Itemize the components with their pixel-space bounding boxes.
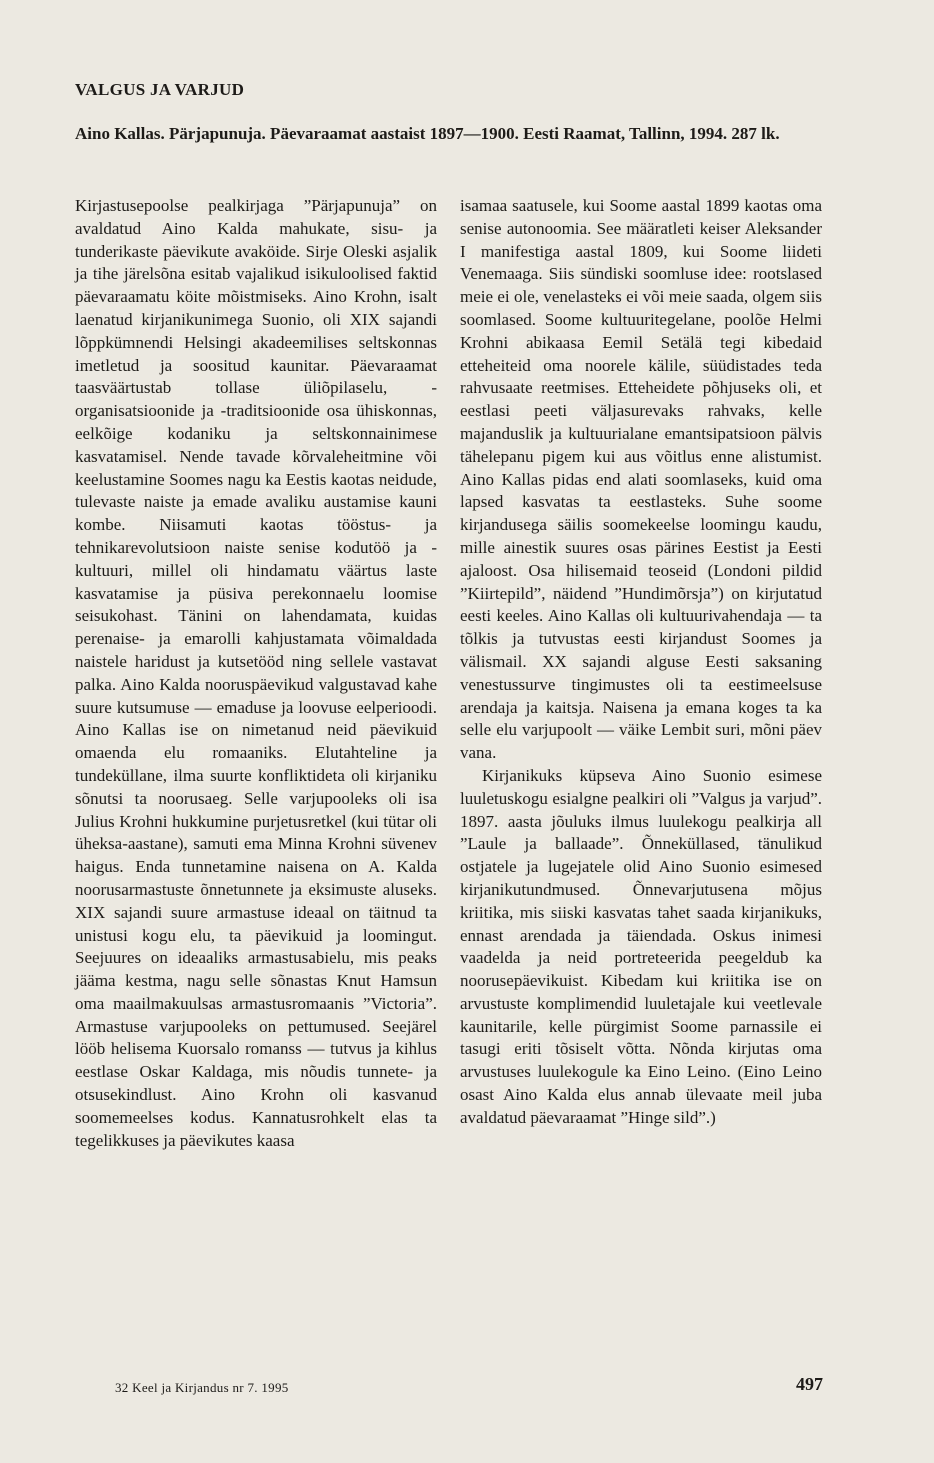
text-column-left — [75, 195, 437, 1152]
book-reference: Aino Kallas. Pärjapunuja. Päevaraamat aastaist 1897—1900. Eesti Raamat, Tallinn, 1994. 287 lk. — [75, 124, 780, 143]
footer-journal-info: 32 Keel ja Kirjandus nr 7. 1995 — [115, 1380, 289, 1395]
section-title: VALGUS JA VARJUD — [75, 80, 245, 99]
paragraph: Kirjastusepoolse pealkirjaga ”Pärjapunuja” on avaldatud Aino Kalda mahukate, sisu- ja tunderikaste päevikute avaköide. Sirje Oleski asjalik ja tihe järelsõna esitab vajalikud isikuloolised faktid päevaraamatu köite mõistmiseks. Aino Krohn, isalt laenatud kirjanikunimega Suonio, oli XIX sajandi lõppkümnendi Helsingi akadeemilises seltskonnas imetletud ja soositud kaunitar. Päevaraamat taasväärtustab tollase üliõpilaselu, -organisatsioonide ja -traditsioonide osa ühiskonnas, eelkõige kodaniku ja seltskonnainimese kasvatamisel. Nende tavade kõrvaleheitmine või keelustamine Soomes nagu ka Eestis kaotas neidude, tulevaste naiste ja emade avaliku austamise kauni kombe. Niisamuti kaotas tööstus- ja tehnikarevolutsioon naiste senise kodutöö ja -kultuuri, millel oli hindamatu väärtus laste kasvatamise ja püsiva perekonnaelu loomise seisukohast. Tänini on lahendamata, kuidas perenaise- ja emarolli kahjustamata võimaldada naistele haridust ja kutsetööd ning sellele vastavat palka. Aino Kalda nooruspäevikud valgustavad kahe suure kutsumuse — emaduse ja loovuse eelperioodi. Aino Kallas ise on nimetanud neid päevikuid omaenda elu romaaniks. Elutahteline ja tundeküllane, ilma suurte konfliktideta oli kirjaniku sõnutsi ta noorusaeg. Selle varjupooleks oli isa Julius Krohni hukkumine purjetusretkel (kui tütar oli üheksa-aastane), samuti ema Minna Krohni süvenev haigus. Enda tunnetamine naisena on A. Kalda noorusarmastuste õnnetunnete ja eksimuste aluseks. XIX sajandi suure armastuse ideaal on täitnud ta unistusi kogu elu, ta päevikuid ja loomingut. Seejuures on ideaaliks armastusabielu, mis peaks jääma kestma, nagu selle sõnastas Knut Hamsun oma maailmakuulsas armastusromaanis ”Victoria”. Armastuse varjupooleks on pettumused. Seejärel lööb helisema Kuorsalo romanss — tutvus ja kihlus eestlase Oskar Kaldaga, mis nõudis tunnete- ja otsusekindlust. Aino Krohn oli kasvanud soomemeelses kodus. Kannatusrohkelt elas ta tegelikkuses ja päevikutes kaasa — [75, 196, 437, 1150]
paragraph: isamaa saatusele, kui Soome aastal 1899 kaotas oma senise autonoomia. See määratleti keiser Aleksander I manifestiga aastal 1809, kui Soome liideti Venemaaga. Siis sündiski soomluse idee: rootslased meie ei ole, venelasteks ei või meie saada, olgem siis soomlased. Soome kultuuritegelane, poolõe Helmi Krohni abikaasa Eemil Setälä tegi kibedaid etteheiteid oma noorele kälile, süüdistades teda rahvusaate reetmises. Etteheidete põhjuseks oli, et eestlasi peeti väljasurevaks rahvaks, kelle majanduslik ja kultuurialane emantsipatsioon pälvis tähelepanu pigem kui aus võitlus enne alistumist. Aino Kallas pidas end alati soomlaseks, kuid oma lapsed kasvatas ta eestlasteks. Suhe soome kirjandusega säilis soomekeelse loomingu kaudu, mille ainestik suures osas pärines Eestist ja Eesti ajaloost. Osa hilisemaid teoseid (Londoni pildid ”Kiirtepild”, näidend ”Hundimõrsja”) on kirjutatud eesti keeles. Aino Kallas oli kultuurivahendaja — ta tõlkis ja tutvustas eesti kirjandust Soomes ja välismail. XX sajandi alguse Eesti saksaning venestussurve tingimustes oli ta eestimeelsuse arendaja ja kaitsja. Naisena ja emana koges ta ka selle elu varjupoolt — väike Lembit suri, mõni päev vana. — [460, 196, 822, 763]
page-number: 497 — [796, 1374, 823, 1394]
paragraph: Kirjanikuks küpseva Aino Suonio esimese luuletuskogu esialgne pealkiri oli ”Valgus ja varjud”. 1897. aasta jõuluks ilmus luulekogu pealkirja all ”Laule ja ballaade”. Õnneküllased, tänulikud ostjatele ja lugejatele olid Aino Suonio esimesed kirjanikutundmused. Õnnevarjutusena mõjus kriitika, mis siiski kasvatas tahet saada kirjanikuks, ennast arendada ja täiendada. Oskus inimesi vaadelda ja neid portreteerida peegeldub ka noorusepäevikuist. Kibedam kui kriitika ise on arvustuste komplimendid luuletajale kui veetlevale kaunitarile, kelle pürgimist Soome parnassile ei tasugi eriti tõsiselt võtta. Nõnda kirjutas oma arvustuses luulekogule ka Eino Leino. (Eino Leino osast Aino Kalda elus annab ülevaate meil juba avaldatud päevaraamat ”Hinge sild”.) — [460, 765, 822, 1127]
text-column-right — [460, 195, 822, 1130]
